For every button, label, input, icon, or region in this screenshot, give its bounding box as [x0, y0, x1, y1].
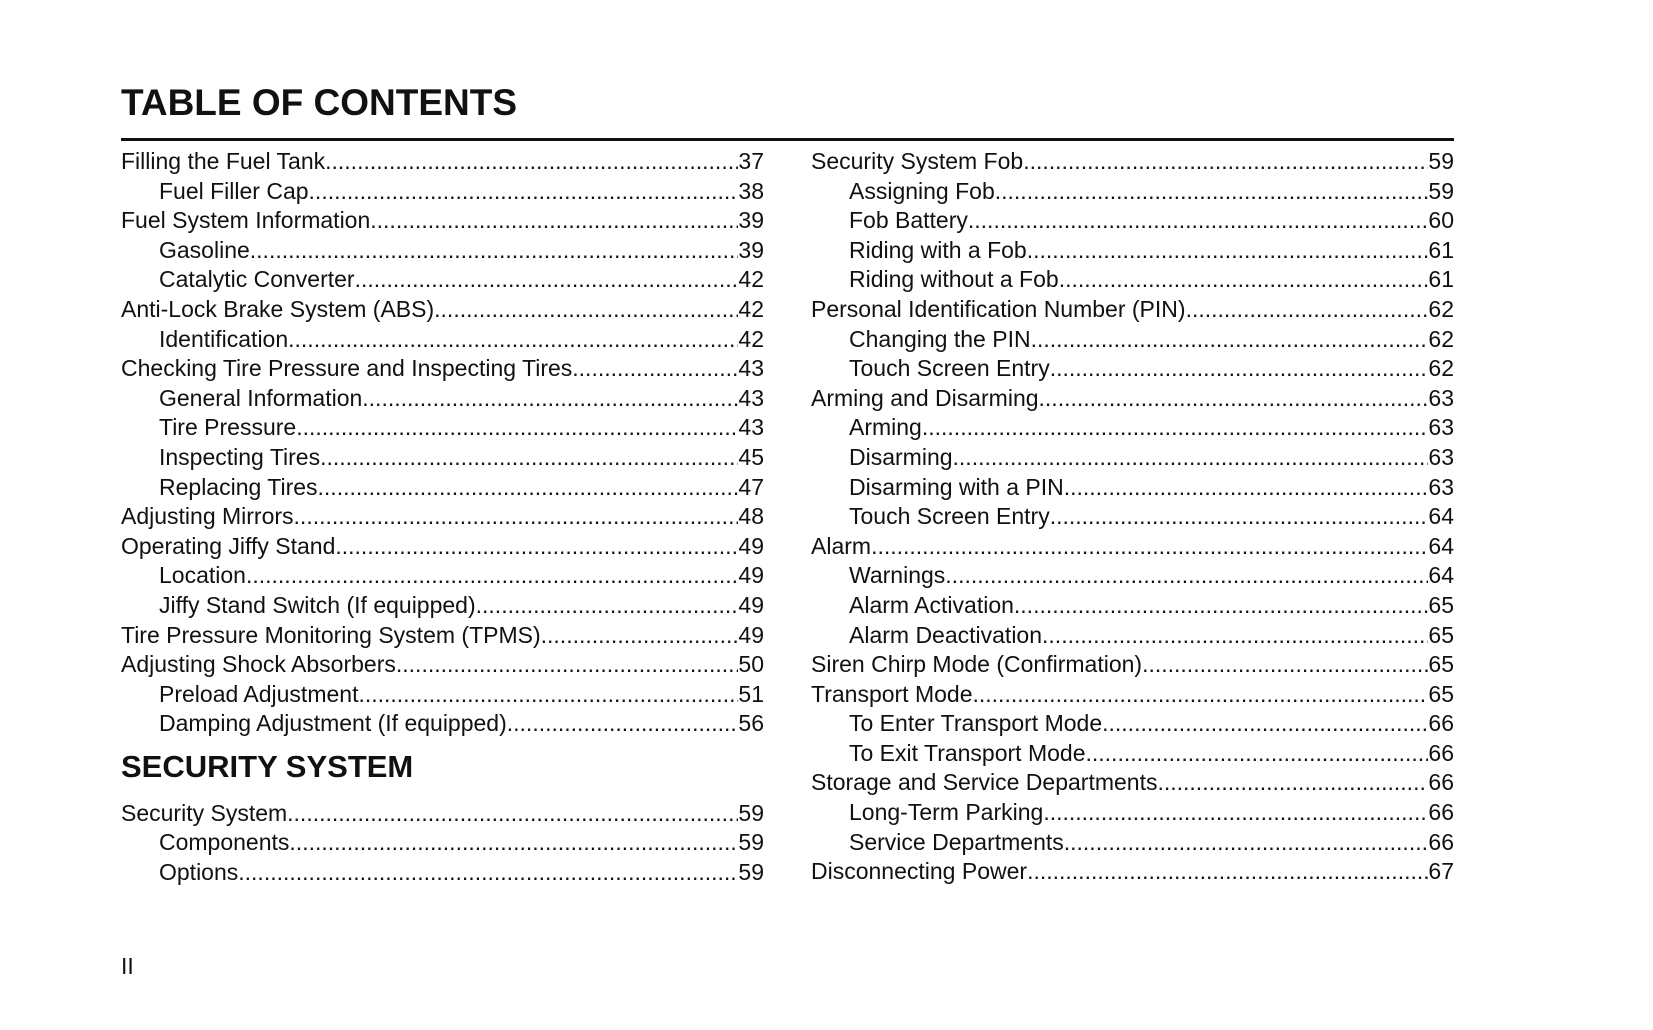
toc-dot-leader — [288, 325, 738, 355]
toc-dot-leader — [1039, 384, 1429, 414]
toc-entry-label: Security System — [121, 799, 288, 826]
toc-entry-label: Touch Screen Entry — [849, 503, 1050, 530]
toc-entry — [121, 473, 764, 503]
toc-entry-label: Siren Chirp Mode (Confirmation) — [811, 651, 1143, 678]
toc-entry — [121, 177, 764, 207]
toc-entry-label: Fob Battery — [849, 207, 968, 234]
toc-entry-label: Disarming — [849, 443, 953, 470]
toc-dot-leader — [358, 680, 738, 710]
toc-entry-page: 64 — [1428, 503, 1454, 530]
toc-entry-page: 49 — [738, 562, 764, 589]
toc-entry — [811, 621, 1454, 651]
toc-entry-label: Adjusting Shock Absorbers — [121, 651, 396, 678]
toc-entry-label: Arming — [849, 414, 922, 441]
toc-entry-page: 64 — [1428, 532, 1454, 559]
toc-entry-page: 50 — [738, 651, 764, 678]
toc-dot-leader — [572, 354, 738, 384]
toc-entry — [121, 502, 764, 532]
toc-entry — [121, 206, 764, 236]
toc-dot-leader — [318, 473, 739, 503]
toc-entry-page: 59 — [738, 859, 764, 886]
toc-entry-page: 39 — [738, 236, 764, 263]
toc-right-column — [811, 147, 1454, 887]
toc-dot-leader — [973, 680, 1429, 710]
toc-entry-page: 65 — [1428, 621, 1454, 648]
toc-entry — [811, 206, 1454, 236]
toc-dot-leader — [1042, 621, 1428, 651]
toc-dot-leader — [1050, 502, 1429, 532]
toc-entry-page: 42 — [738, 266, 764, 293]
toc-entry-label: To Exit Transport Mode — [849, 739, 1086, 766]
toc-entry-page: 37 — [738, 148, 764, 174]
toc-entry — [811, 739, 1454, 769]
toc-entry-label: Damping Adjustment (If equipped) — [159, 710, 507, 737]
toc-entry — [121, 621, 764, 651]
toc-entry — [121, 828, 764, 858]
toc-entry-page: 65 — [1428, 651, 1454, 678]
toc-entry — [811, 295, 1454, 325]
toc-dot-leader — [1086, 739, 1429, 769]
toc-dot-leader — [238, 858, 738, 888]
toc-entry-label: Options — [159, 859, 239, 886]
toc-list — [811, 147, 1454, 887]
toc-entry — [121, 709, 764, 739]
toc-entry-label: Adjusting Mirrors — [121, 503, 294, 530]
toc-dot-leader — [325, 147, 738, 177]
toc-entry-page: 62 — [1428, 325, 1454, 352]
toc-entry-page: 59 — [738, 799, 764, 826]
toc-entry-page: 66 — [1428, 799, 1454, 826]
toc-entry — [811, 857, 1454, 887]
toc-dot-leader — [246, 561, 738, 591]
toc-entry-page: 65 — [1428, 680, 1454, 707]
toc-entry-label: Service Departments — [849, 828, 1064, 855]
toc-entry-page: 42 — [738, 325, 764, 352]
toc-entry — [811, 532, 1454, 562]
toc-entry-label: Long-Term Parking — [849, 799, 1044, 826]
toc-entry-page: 56 — [738, 710, 764, 737]
toc-entry — [811, 502, 1454, 532]
toc-dot-leader — [507, 709, 739, 739]
toc-entry-label: Riding with a Fob — [849, 236, 1027, 263]
toc-entry-label: Transport Mode — [811, 680, 973, 707]
toc-entry-label: Personal Identification Number (PIN) — [811, 295, 1186, 322]
toc-entry — [811, 177, 1454, 207]
toc-dot-leader — [362, 384, 738, 414]
toc-dot-leader — [995, 177, 1429, 207]
toc-entry — [121, 413, 764, 443]
toc-entry-label: Preload Adjustment — [159, 680, 359, 707]
toc-entry-page: 63 — [1428, 473, 1454, 500]
toc-entry — [811, 325, 1454, 355]
toc-dot-leader — [922, 413, 1429, 443]
toc-dot-leader — [296, 413, 738, 443]
toc-entry-page: 61 — [1428, 236, 1454, 263]
toc-entry-label: Alarm Deactivation — [849, 621, 1043, 648]
toc-entry-label: Warnings — [849, 562, 946, 589]
toc-entry-page: 67 — [1428, 858, 1454, 885]
toc-entry-label: Gasoline — [159, 236, 250, 263]
page-number: II — [121, 953, 134, 979]
toc-dot-leader — [287, 799, 738, 829]
toc-dot-leader — [968, 206, 1429, 236]
toc-entry-label: Location — [159, 562, 246, 589]
toc-entry — [121, 147, 764, 177]
toc-dot-leader — [1050, 354, 1429, 384]
toc-dot-leader — [320, 443, 738, 473]
toc-entry — [121, 680, 764, 710]
toc-entry-label: Tire Pressure Monitoring System (TPMS) — [121, 621, 541, 648]
toc-entry-page: 66 — [1428, 739, 1454, 766]
toc-entry — [811, 354, 1454, 384]
toc-entry-page: 48 — [738, 503, 764, 530]
toc-entry-label: Filling the Fuel Tank — [121, 148, 326, 174]
toc-entry-label: Security System Fob — [811, 148, 1024, 174]
toc-entry — [121, 650, 764, 680]
section-heading: SECURITY SYSTEM — [121, 748, 414, 784]
toc-entry-label: To Enter Transport Mode — [849, 710, 1103, 737]
toc-entry — [121, 443, 764, 473]
toc-entry-page: 65 — [1428, 591, 1454, 618]
toc-dot-leader — [370, 206, 738, 236]
toc-dot-leader — [335, 532, 738, 562]
toc-entry-label: Storage and Service Departments — [811, 769, 1158, 796]
toc-entry — [121, 265, 764, 295]
toc-entry — [811, 680, 1454, 710]
toc-entry — [811, 473, 1454, 503]
toc-entry — [121, 354, 764, 384]
toc-dot-leader — [309, 177, 739, 207]
toc-entry-label: Alarm — [811, 532, 872, 559]
toc-entry — [121, 591, 764, 621]
toc-entry-page: 43 — [738, 414, 764, 441]
toc-entry-label: Jiffy Stand Switch (If equipped) — [159, 591, 476, 618]
toc-dot-leader — [1031, 325, 1429, 355]
toc-entry — [811, 591, 1454, 621]
toc-dot-leader — [1064, 473, 1429, 503]
toc-entry — [121, 561, 764, 591]
toc-entry-page: 61 — [1428, 266, 1454, 293]
toc-dot-leader — [1059, 265, 1429, 295]
toc-entry — [121, 799, 764, 829]
toc-entry-page: 63 — [1428, 414, 1454, 441]
toc-entry — [121, 532, 764, 562]
toc-left-column — [121, 147, 764, 888]
toc-list — [121, 147, 764, 739]
toc-entry — [811, 413, 1454, 443]
toc-entry — [811, 650, 1454, 680]
toc-entry — [811, 384, 1454, 414]
toc-entry — [811, 265, 1454, 295]
toc-entry-label: Arming and Disarming — [811, 384, 1039, 411]
toc-entry-page: 43 — [738, 384, 764, 411]
toc-dot-leader — [953, 443, 1429, 473]
toc-entry-page: 45 — [738, 443, 764, 470]
toc-entry-label: Checking Tire Pressure and Inspecting Tires — [121, 355, 573, 382]
toc-dot-leader — [476, 591, 739, 621]
toc-dot-leader — [1186, 295, 1429, 325]
toc-entry-page: 59 — [1428, 177, 1454, 204]
toc-entry-label: Identification — [159, 325, 289, 352]
toc-dot-leader — [250, 236, 739, 266]
toc-entry-label: Riding without a Fob — [849, 266, 1059, 293]
toc-entry-label: General Information — [159, 384, 363, 411]
toc-entry-page: 62 — [1428, 295, 1454, 322]
toc-list — [121, 799, 764, 888]
toc-entry-label: Fuel Filler Cap — [159, 177, 309, 204]
toc-entry-label: Inspecting Tires — [159, 443, 321, 470]
toc-entry-page: 49 — [738, 532, 764, 559]
toc-dot-leader — [1023, 147, 1428, 177]
toc-entry-page: 42 — [738, 295, 764, 322]
toc-entry-label: Operating Jiffy Stand — [121, 532, 336, 559]
toc-entry-page: 64 — [1428, 562, 1454, 589]
toc-entry-page: 60 — [1428, 207, 1454, 234]
toc-dot-leader — [1014, 591, 1429, 621]
toc-entry-page: 66 — [1428, 710, 1454, 737]
toc-entry-page: 66 — [1428, 769, 1454, 796]
toc-dot-leader — [294, 502, 739, 532]
toc-dot-leader — [434, 295, 738, 325]
toc-entry-label: Tire Pressure — [159, 414, 297, 441]
toc-dot-leader — [1027, 236, 1429, 266]
toc-entry — [811, 798, 1454, 828]
toc-dot-leader — [945, 561, 1428, 591]
toc-entry-page: 39 — [738, 207, 764, 234]
toc-entry-label: Components — [159, 829, 290, 856]
toc-entry — [811, 236, 1454, 266]
toc-entry-label: Catalytic Converter — [159, 266, 355, 293]
toc-entry — [121, 325, 764, 355]
toc-dot-leader — [1102, 709, 1428, 739]
toc-entry — [811, 828, 1454, 858]
toc-entry-label: Changing the PIN — [849, 325, 1031, 352]
toc-entry-page: 63 — [1428, 384, 1454, 411]
toc-entry-page: 38 — [738, 177, 764, 204]
toc-entry-page: 66 — [1428, 828, 1454, 855]
toc-entry-page: 62 — [1428, 355, 1454, 382]
toc-entry — [811, 561, 1454, 591]
toc-dot-leader — [1043, 798, 1428, 828]
toc-entry — [811, 768, 1454, 798]
toc-entry-page: 49 — [738, 591, 764, 618]
toc-entry-page: 63 — [1428, 443, 1454, 470]
toc-entry — [121, 858, 764, 888]
toc-dot-leader — [541, 621, 739, 651]
toc-entry — [121, 295, 764, 325]
toc-entry — [121, 384, 764, 414]
toc-entry-label: Anti-Lock Brake System (ABS) — [121, 295, 435, 322]
page-title: TABLE OF CONTENTS — [121, 82, 518, 123]
toc-entry-page: 49 — [738, 621, 764, 648]
toc-dot-leader — [1064, 828, 1429, 858]
toc-entry — [811, 443, 1454, 473]
toc-dot-leader — [396, 650, 739, 680]
toc-dot-leader — [289, 828, 738, 858]
toc-entry — [811, 709, 1454, 739]
toc-entry — [121, 236, 764, 266]
toc-entry-page: 59 — [738, 829, 764, 856]
toc-entry-page: 59 — [1428, 148, 1454, 174]
toc-entry-label: Fuel System Information — [121, 207, 371, 234]
toc-entry-label: Alarm Activation — [849, 591, 1014, 618]
toc-dot-leader — [355, 265, 739, 295]
toc-entry-page: 43 — [738, 355, 764, 382]
toc-dot-leader — [1142, 650, 1428, 680]
toc-entry-label: Assigning Fob — [849, 177, 995, 204]
toc-entry-page: 47 — [738, 473, 764, 500]
toc-entry — [811, 147, 1454, 177]
toc-entry-label: Touch Screen Entry — [849, 355, 1050, 382]
toc-entry-label: Replacing Tires — [159, 473, 318, 500]
toc-dot-leader — [1027, 857, 1428, 887]
toc-dot-leader — [871, 532, 1428, 562]
toc-entry-label: Disarming with a PIN — [849, 473, 1064, 500]
toc-dot-leader — [1157, 768, 1428, 798]
title-divider — [121, 138, 1454, 141]
toc-entry-page: 51 — [738, 680, 764, 707]
toc-entry-label: Disconnecting Power — [811, 858, 1028, 885]
